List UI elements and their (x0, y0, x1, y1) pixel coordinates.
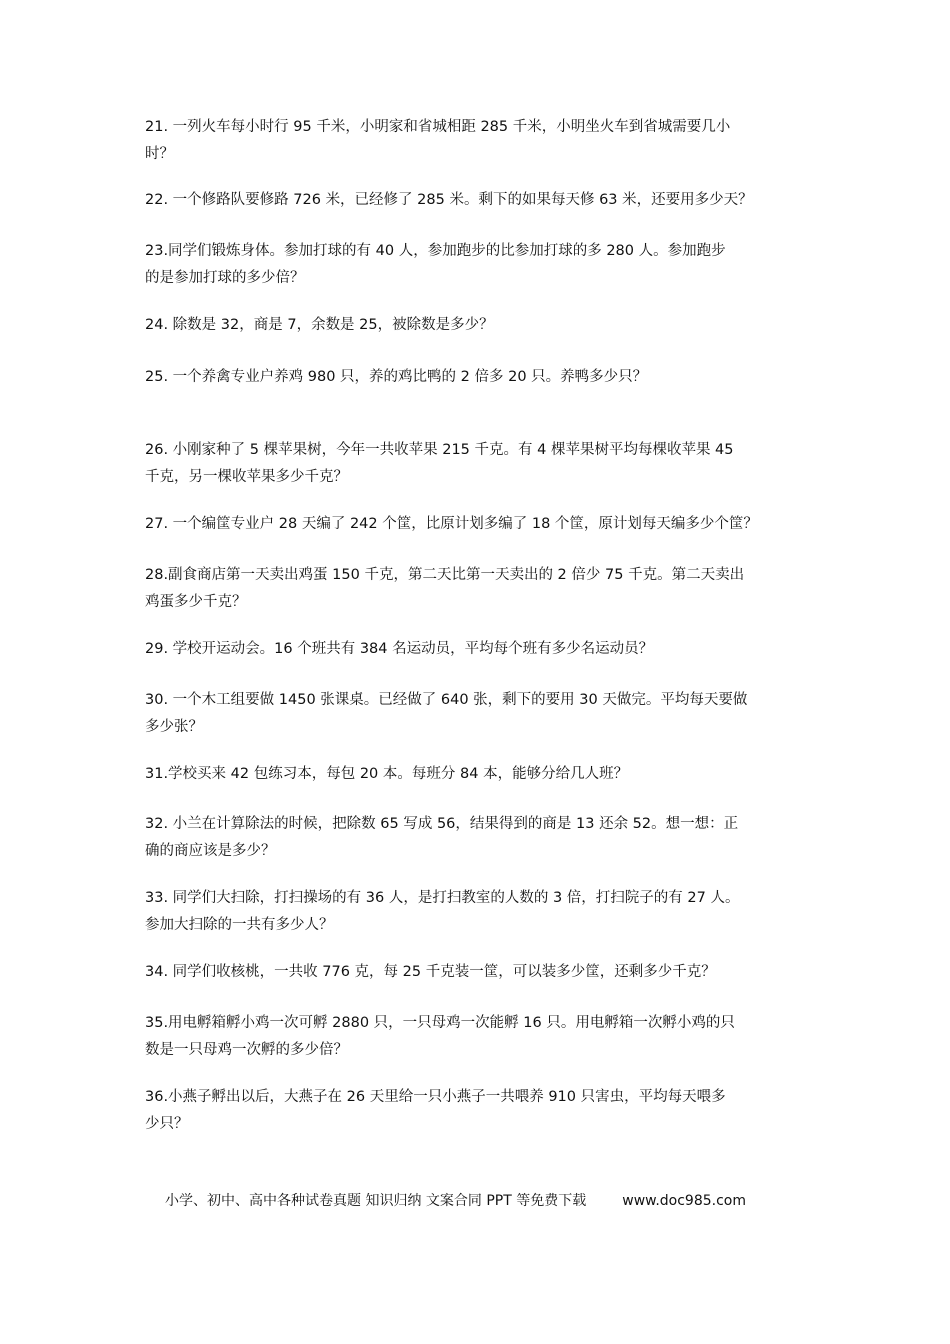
question-line: 29. 学校开运动会。16 个班共有 384 名运动员，平均每个班有多少名运动员？ (145, 641, 654, 657)
question-line: 时？ (145, 146, 174, 162)
question-line: 千克，另一棵收苹果多少千克？ (145, 469, 348, 485)
question-line: 21. 一列火车每小时行 95 千米，小明家和省城相距 285 千米，小明坐火车到省城需要几小 (145, 119, 731, 135)
question-item (145, 114, 825, 168)
question-item (145, 636, 825, 663)
question-line: 34. 同学们收核桃，一共收 776 克，每 25 千克装一筐，可以装多少筐，还剩多少千克？ (145, 964, 716, 980)
question-line: 35.用电孵箱孵小鸡一次可孵 2880 只，一只母鸡一次能孵 16 只。用电孵箱一次孵小鸡的只 (145, 1015, 735, 1031)
question-line: 23.同学们锻炼身体。参加打球的有 40 人，参加跑步的比参加打球的多 280 人。参加跑步 (145, 243, 726, 259)
question-item (145, 811, 825, 865)
question-line: 参加大扫除的一共有多少人？ (145, 917, 334, 933)
question-line: 的是参加打球的多少倍？ (145, 270, 305, 286)
question-item (145, 562, 825, 616)
question-item (145, 687, 825, 741)
question-line: 22. 一个修路队要修路 726 米，已经修了 285 米。剩下的如果每天修 63 米，还要用多少天？ (145, 192, 753, 208)
question-item (145, 312, 825, 339)
question-item (145, 511, 825, 538)
question-item (145, 885, 825, 939)
question-line: 鸡蛋多少千克？ (145, 594, 247, 610)
question-item (145, 437, 825, 491)
question-line: 36.小燕子孵出以后，大燕子在 26 天里给一只小燕子一共喂养 910 只害虫，平均每天喂多 (145, 1089, 726, 1105)
question-line: 31.学校买来 42 包练习本，每包 20 本。每班分 84 本，能够分给几人班？ (145, 766, 629, 782)
question-item (145, 187, 825, 214)
question-item (145, 1010, 825, 1064)
question-line: 多少张？ (145, 719, 203, 735)
question-line: 26. 小刚家种了 5 棵苹果树，今年一共收苹果 215 千克。有 4 棵苹果树平均每棵收苹果 45 (145, 442, 734, 458)
question-line: 数是一只母鸡一次孵的多少倍？ (145, 1042, 348, 1058)
footer-url: www.doc985.com (622, 1193, 746, 1209)
question-item (145, 1084, 825, 1138)
question-line: 32. 小兰在计算除法的时候，把除数 65 写成 56，结果得到的商是 13 还余 52。想一想：正 (145, 816, 739, 832)
question-line: 25. 一个养禽专业户养鸡 980 只，养的鸡比鸭的 2 倍多 20 只。养鸭多少只？ (145, 369, 648, 385)
question-line: 28.副食商店第一天卖出鸡蛋 150 千克，第二天比第一天卖出的 2 倍少 75 千克。第二天卖出 (145, 567, 745, 583)
question-item (145, 364, 825, 391)
question-item (145, 238, 825, 292)
footer (165, 1190, 746, 1210)
question-item (145, 959, 825, 986)
question-line: 24. 除数是 32，商是 7，余数是 25，被除数是多少？ (145, 317, 494, 333)
question-line: 30. 一个木工组要做 1450 张课桌。已经做了 640 张，剩下的要用 30 天做完。平均每天要做 (145, 692, 748, 708)
question-line: 少只？ (145, 1116, 189, 1132)
question-line: 33. 同学们大扫除，打扫操场的有 36 人，是打扫教室的人数的 3 倍，打扫院子的有 27 人。 (145, 890, 740, 906)
question-line: 27. 一个编筐专业户 28 天编了 242 个筐，比原计划多编了 18 个筐，原计划每天编多少个筐？ (145, 516, 758, 532)
question-item (145, 761, 825, 788)
footer-text: 小学、初中、高中各种试卷真题 知识归纳 文案合同 PPT 等免费下载 (165, 1193, 587, 1209)
question-line: 确的商应该是多少？ (145, 843, 276, 859)
